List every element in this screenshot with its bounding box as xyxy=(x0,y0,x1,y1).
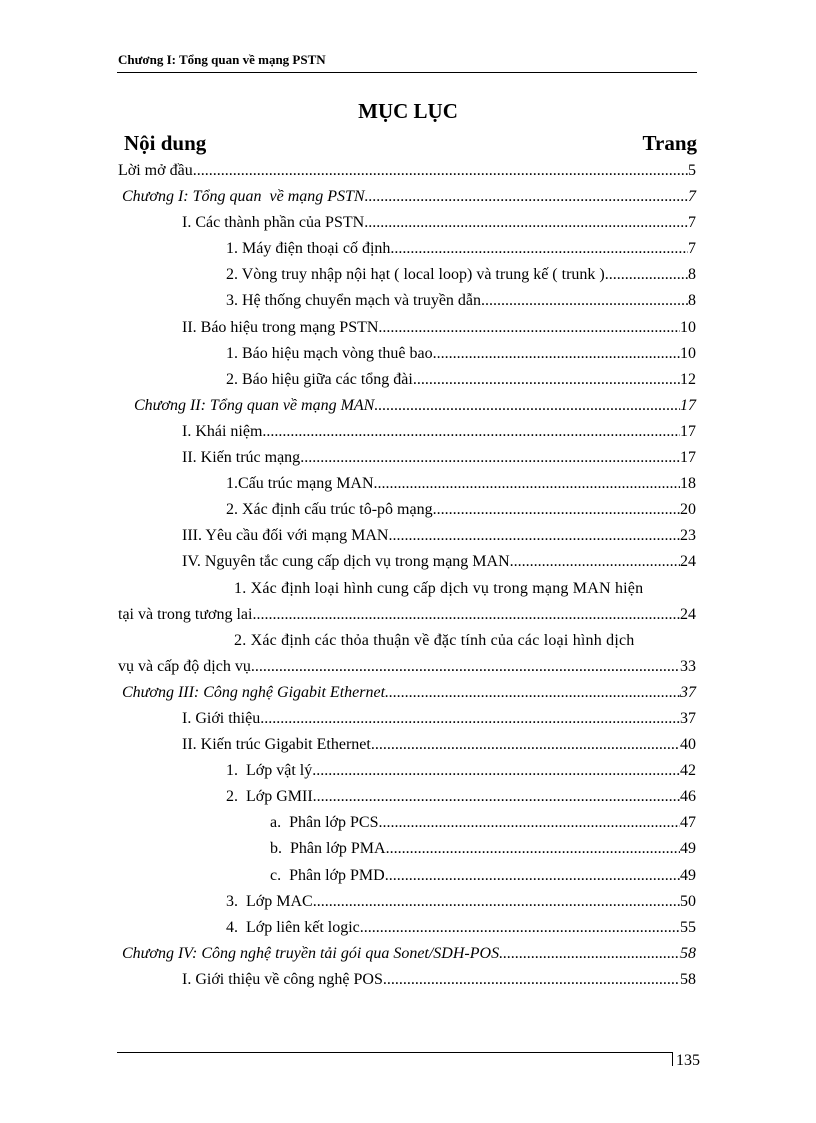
toc-entry-label: 4. Lớp liên kết logic xyxy=(226,918,360,936)
toc-leader-dots xyxy=(262,419,680,445)
toc-entry-page: 50 xyxy=(680,892,696,910)
toc-entry-label: 3. Lớp MAC xyxy=(226,892,313,910)
toc-leader-dots xyxy=(510,549,680,575)
toc-entry-label: II. Kiến trúc Gigabit Ethernet xyxy=(182,736,371,754)
toc-entry[interactable] xyxy=(118,262,696,288)
toc-entry-label-line1: 2. Xác định các thỏa thuận về đặc tính của các loại hình dịch xyxy=(234,631,635,649)
toc-entry-label: Lời mở đầu xyxy=(118,162,193,179)
toc-entry-page: 55 xyxy=(680,918,696,936)
toc-entry-page: 20 xyxy=(680,501,696,519)
toc-entry[interactable] xyxy=(118,497,696,523)
toc-entry-page: 5 xyxy=(688,162,696,179)
toc-entry[interactable] xyxy=(118,941,696,967)
toc-leader-dots xyxy=(360,915,680,941)
toc-leader-dots xyxy=(252,602,680,628)
toc-entry[interactable] xyxy=(118,419,696,445)
toc-entry[interactable] xyxy=(118,393,696,419)
toc-entry-page: 58 xyxy=(680,970,696,988)
toc-leader-dots xyxy=(390,236,688,262)
toc-entry-page: 7 xyxy=(688,188,696,206)
toc-entry[interactable] xyxy=(118,236,696,262)
toc-leader-dots xyxy=(386,836,680,862)
toc-entry[interactable] xyxy=(118,680,696,706)
running-header: Chương I: Tổng quan về mạng PSTN xyxy=(118,52,326,67)
toc-entry[interactable] xyxy=(118,576,696,628)
toc-entry-label: II. Kiến trúc mạng xyxy=(182,449,301,467)
toc-entry-page: 10 xyxy=(680,344,696,362)
toc-column-page-heading: Trang xyxy=(642,131,697,155)
toc-leader-dots xyxy=(481,288,688,314)
toc-entry-label: I. Giới thiệu về công nghệ POS xyxy=(182,970,383,988)
toc-entry-label: 1. Máy điện thoại cố định xyxy=(226,240,391,258)
toc-entry[interactable] xyxy=(118,341,696,367)
toc-leader-dots xyxy=(313,784,680,810)
toc-leader-dots xyxy=(385,680,680,706)
toc-entry[interactable] xyxy=(118,184,696,210)
toc-leader-dots xyxy=(433,497,680,523)
toc-entry[interactable] xyxy=(118,836,696,862)
toc-entry[interactable] xyxy=(118,158,696,184)
toc-entry-label: IV. Nguyên tắc cung cấp dịch vụ trong mạng MAN xyxy=(182,553,510,571)
toc-leader-dots xyxy=(605,262,688,288)
toc-list xyxy=(118,158,696,993)
toc-leader-dots xyxy=(413,367,680,393)
toc-entry[interactable] xyxy=(118,288,696,314)
toc-column-content-heading: Nội dung xyxy=(124,131,207,155)
toc-entry-page: 42 xyxy=(680,762,696,780)
toc-chapter-label: Chương I: Tổng quan về mạng PSTN xyxy=(122,188,365,206)
toc-entry-label: I. Các thành phần của PSTN xyxy=(182,214,365,232)
toc-leader-dots xyxy=(385,863,680,889)
toc-entry-page: 7 xyxy=(688,214,696,232)
toc-entry[interactable] xyxy=(118,810,696,836)
toc-entry-label: I. Giới thiệu xyxy=(182,709,261,727)
toc-chapter-label: Chương IV: Công nghệ truyền tải gói qua Sonet/SDH-POS xyxy=(122,944,500,962)
toc-entry[interactable] xyxy=(118,706,696,732)
toc-chapter-label: Chương III: Công nghệ Gigabit Ethernet xyxy=(122,683,386,701)
toc-leader-dots xyxy=(251,654,680,680)
toc-leader-dots xyxy=(313,889,680,915)
toc-entry-label: a. Phân lớp PCS xyxy=(270,814,379,832)
toc-leader-dots xyxy=(193,158,688,184)
toc-entry-label-line1: 1. Xác định loại hình cung cấp dịch vụ trong mạng MAN hiện xyxy=(234,579,644,597)
toc-entry-page: 17 xyxy=(680,449,696,467)
toc-leader-dots xyxy=(499,941,680,967)
toc-leader-dots xyxy=(378,810,680,836)
toc-leader-dots xyxy=(312,758,680,784)
toc-entry[interactable] xyxy=(118,628,696,680)
toc-entry[interactable] xyxy=(118,915,696,941)
toc-entry-page: 58 xyxy=(680,944,696,962)
toc-entry-page: 33 xyxy=(680,657,696,675)
toc-entry-label-line2: vụ và cấp độ dịch vụ xyxy=(118,657,251,675)
toc-leader-dots xyxy=(371,732,680,758)
toc-entry-page: 8 xyxy=(688,266,696,284)
toc-entry-label: 2. Lớp GMII xyxy=(226,788,313,806)
toc-entry-page: 37 xyxy=(680,709,696,727)
toc-leader-dots xyxy=(433,341,680,367)
toc-entry-label: 1.Cấu trúc mạng MAN xyxy=(226,475,374,493)
toc-leader-dots xyxy=(300,445,680,471)
toc-entry[interactable] xyxy=(118,889,696,915)
toc-chapter-label: Chương II: Tổng quan về mạng MAN xyxy=(134,396,375,414)
toc-entry[interactable] xyxy=(118,549,696,575)
toc-entry[interactable] xyxy=(118,758,696,784)
toc-entry-label: 2. Báo hiệu giữa các tổng đài xyxy=(226,370,413,388)
toc-entry-page: 17 xyxy=(680,396,696,414)
toc-entry[interactable] xyxy=(118,523,696,549)
toc-entry-page: 40 xyxy=(680,736,696,754)
toc-entry-label: b. Phân lớp PMA xyxy=(270,840,386,858)
toc-entry[interactable] xyxy=(118,784,696,810)
toc-entry-label: III. Yêu cầu đối với mạng MAN xyxy=(182,527,389,545)
toc-entry[interactable] xyxy=(118,471,696,497)
toc-entry-page: 24 xyxy=(680,605,696,623)
footer-rule xyxy=(117,1052,672,1053)
toc-entry-page: 49 xyxy=(680,866,696,884)
toc-entry[interactable] xyxy=(118,210,696,236)
toc-leader-dots xyxy=(378,315,680,341)
toc-leader-dots xyxy=(365,184,688,210)
toc-entry-page: 46 xyxy=(680,788,696,806)
toc-entry-page: 17 xyxy=(680,422,696,440)
toc-entry[interactable] xyxy=(118,315,696,341)
toc-entry-page: 47 xyxy=(680,814,696,832)
toc-entry-page: 12 xyxy=(680,370,696,388)
toc-entry[interactable] xyxy=(118,445,696,471)
toc-leader-dots xyxy=(388,523,680,549)
toc-entry-page: 23 xyxy=(680,527,696,545)
toc-entry-page: 37 xyxy=(680,683,696,701)
toc-leader-dots xyxy=(260,706,680,732)
toc-entry-label: II. Báo hiệu trong mạng PSTN xyxy=(182,318,379,336)
toc-entry[interactable] xyxy=(118,367,696,393)
toc-title: MỤC LỤC xyxy=(358,99,458,123)
toc-leader-dots xyxy=(374,393,680,419)
footer-rule-tick xyxy=(672,1052,673,1066)
toc-entry-label: 2. Vòng truy nhập nội hạt ( local loop) và trung kế ( trunk ) xyxy=(226,266,605,284)
toc-entry[interactable] xyxy=(118,967,696,993)
toc-entry-label: c. Phân lớp PMD xyxy=(270,866,385,884)
header-rule xyxy=(117,72,697,73)
toc-entry[interactable] xyxy=(118,732,696,758)
toc-entry-page: 18 xyxy=(680,475,696,493)
toc-entry-page: 8 xyxy=(688,292,696,310)
toc-entry-label: 2. Xác định cấu trúc tô-pô mạng xyxy=(226,501,433,519)
toc-leader-dots xyxy=(374,471,680,497)
toc-entry-page: 10 xyxy=(680,318,696,336)
page-number: 135 xyxy=(676,1052,700,1069)
toc-leader-dots xyxy=(364,210,688,236)
toc-entry[interactable] xyxy=(118,863,696,889)
toc-entry-label-line2: tại và trong tương lai xyxy=(118,605,253,623)
toc-entry-label: 1. Lớp vật lý xyxy=(226,762,313,780)
toc-entry-page: 24 xyxy=(680,553,696,571)
toc-entry-page: 7 xyxy=(688,240,696,258)
toc-entry-label: I. Khái niệm xyxy=(182,422,263,440)
toc-entry-page: 49 xyxy=(680,840,696,858)
toc-leader-dots xyxy=(383,967,680,993)
toc-entry-label: 3. Hệ thống chuyển mạch và truyền dẫn xyxy=(226,292,482,310)
toc-entry-label: 1. Báo hiệu mạch vòng thuê bao xyxy=(226,344,433,362)
